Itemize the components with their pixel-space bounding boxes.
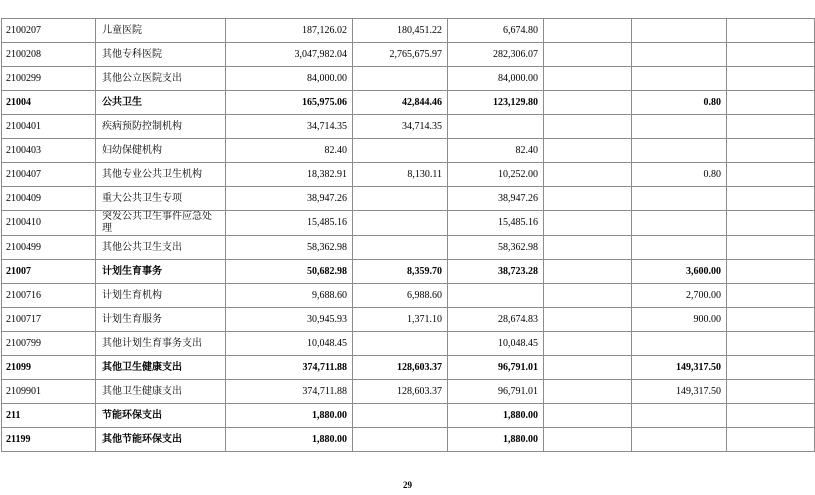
project-expenditure-cell: 6,674.80 [448,19,544,43]
project-expenditure-cell: 1,880.00 [448,428,544,452]
subject-code-cell: 211 [2,404,96,428]
table-row [2,356,815,380]
total-amount-cell: 34,714.35 [226,115,353,139]
subject-name-cell: 其他卫生健康支出 [96,356,226,380]
subject-code-cell: 2100401 [2,115,96,139]
extra-column-cell-1 [544,404,632,428]
project-expenditure-cell: 123,129.80 [448,91,544,115]
extra-column-cell-1 [544,115,632,139]
table-row [2,163,815,187]
table-row [2,308,815,332]
extra-column-cell-3 [727,67,815,91]
project-expenditure-cell: 1,880.00 [448,404,544,428]
extra-column-cell-2 [632,404,727,428]
subject-name-cell: 其他计划生育事务支出 [96,332,226,356]
extra-column-cell-3 [727,19,815,43]
subject-code-cell: 2100207 [2,19,96,43]
table-row [2,428,815,452]
extra-column-cell-1 [544,356,632,380]
subject-code-cell: 2100407 [2,163,96,187]
table-row [2,115,815,139]
table-row [2,236,815,260]
extra-column-cell-3 [727,187,815,211]
extra-column-cell-3 [727,260,815,284]
subject-code-cell: 2100208 [2,43,96,67]
total-amount-cell: 50,682.98 [226,260,353,284]
extra-column-cell-3 [727,428,815,452]
extra-column-cell-3 [727,404,815,428]
total-amount-cell: 84,000.00 [226,67,353,91]
basic-expenditure-cell: 8,130.11 [353,163,448,187]
basic-expenditure-cell [353,236,448,260]
project-expenditure-cell: 38,947.26 [448,187,544,211]
extra-column-cell-1 [544,211,632,236]
extra-column-cell-1 [544,308,632,332]
basic-expenditure-cell [353,211,448,236]
table-row [2,380,815,404]
table-row [2,187,815,211]
table-body [2,19,815,452]
budget-expenditure-table [1,18,815,452]
extra-column-cell-2 [632,211,727,236]
extra-column-cell-2: 0.80 [632,163,727,187]
subject-name-cell: 其他卫生健康支出 [96,380,226,404]
basic-expenditure-cell [353,139,448,163]
subject-code-cell: 2100299 [2,67,96,91]
subject-name-cell: 重大公共卫生专项 [96,187,226,211]
subject-code-cell: 21099 [2,356,96,380]
basic-expenditure-cell: 128,603.37 [353,356,448,380]
project-expenditure-cell: 58,362.98 [448,236,544,260]
extra-column-cell-1 [544,284,632,308]
subject-name-cell: 计划生育机构 [96,284,226,308]
subject-name-cell: 计划生育事务 [96,260,226,284]
extra-column-cell-3 [727,43,815,67]
subject-code-cell: 2100499 [2,236,96,260]
extra-column-cell-2: 2,700.00 [632,284,727,308]
basic-expenditure-cell: 180,451.22 [353,19,448,43]
basic-expenditure-cell: 42,844.46 [353,91,448,115]
project-expenditure-cell: 82.40 [448,139,544,163]
project-expenditure-cell: 15,485.16 [448,211,544,236]
total-amount-cell: 30,945.93 [226,308,353,332]
project-expenditure-cell: 84,000.00 [448,67,544,91]
extra-column-cell-1 [544,236,632,260]
extra-column-cell-3 [727,356,815,380]
table-row [2,91,815,115]
basic-expenditure-cell: 2,765,675.97 [353,43,448,67]
subject-name-cell: 计划生育服务 [96,308,226,332]
extra-column-cell-2 [632,43,727,67]
table-row [2,260,815,284]
subject-name-cell: 突发公共卫生事件应急处理 [96,211,226,236]
extra-column-cell-2 [632,139,727,163]
total-amount-cell: 165,975.06 [226,91,353,115]
total-amount-cell: 3,047,982.04 [226,43,353,67]
basic-expenditure-cell: 6,988.60 [353,284,448,308]
extra-column-cell-1 [544,43,632,67]
extra-column-cell-2 [632,67,727,91]
total-amount-cell: 187,126.02 [226,19,353,43]
table-row [2,43,815,67]
project-expenditure-cell: 38,723.28 [448,260,544,284]
extra-column-cell-3 [727,308,815,332]
subject-name-cell: 其他公共卫生支出 [96,236,226,260]
total-amount-cell: 15,485.16 [226,211,353,236]
total-amount-cell: 9,688.60 [226,284,353,308]
extra-column-cell-1 [544,91,632,115]
subject-code-cell: 2100409 [2,187,96,211]
extra-column-cell-2: 149,317.50 [632,380,727,404]
subject-code-cell: 21199 [2,428,96,452]
project-expenditure-cell [448,284,544,308]
total-amount-cell: 82.40 [226,139,353,163]
total-amount-cell: 58,362.98 [226,236,353,260]
extra-column-cell-1 [544,380,632,404]
project-expenditure-cell: 28,674.83 [448,308,544,332]
extra-column-cell-3 [727,211,815,236]
basic-expenditure-cell: 34,714.35 [353,115,448,139]
table-row [2,67,815,91]
basic-expenditure-cell [353,428,448,452]
extra-column-cell-2: 900.00 [632,308,727,332]
subject-name-cell: 其他公立医院支出 [96,67,226,91]
extra-column-cell-3 [727,163,815,187]
subject-code-cell: 21004 [2,91,96,115]
subject-name-cell: 公共卫生 [96,91,226,115]
total-amount-cell: 38,947.26 [226,187,353,211]
extra-column-cell-2 [632,187,727,211]
extra-column-cell-2 [632,115,727,139]
subject-code-cell: 2100410 [2,211,96,236]
total-amount-cell: 1,880.00 [226,428,353,452]
extra-column-cell-3 [727,91,815,115]
basic-expenditure-cell [353,67,448,91]
basic-expenditure-cell [353,404,448,428]
subject-code-cell: 2100716 [2,284,96,308]
total-amount-cell: 374,711.88 [226,380,353,404]
extra-column-cell-2 [632,428,727,452]
basic-expenditure-cell: 8,359.70 [353,260,448,284]
subject-name-cell: 儿童医院 [96,19,226,43]
basic-expenditure-cell [353,332,448,356]
total-amount-cell: 18,382.91 [226,163,353,187]
subject-code-cell: 2100717 [2,308,96,332]
project-expenditure-cell: 96,791.01 [448,380,544,404]
total-amount-cell: 374,711.88 [226,356,353,380]
extra-column-cell-1 [544,260,632,284]
extra-column-cell-2 [632,332,727,356]
subject-code-cell: 2109901 [2,380,96,404]
extra-column-cell-3 [727,115,815,139]
table-row [2,211,815,236]
extra-column-cell-3 [727,284,815,308]
extra-column-cell-2 [632,19,727,43]
extra-column-cell-1 [544,163,632,187]
project-expenditure-cell: 282,306.07 [448,43,544,67]
project-expenditure-cell: 10,048.45 [448,332,544,356]
subject-name-cell: 其他专业公共卫生机构 [96,163,226,187]
extra-column-cell-1 [544,19,632,43]
extra-column-cell-3 [727,380,815,404]
basic-expenditure-cell: 1,371.10 [353,308,448,332]
total-amount-cell: 10,048.45 [226,332,353,356]
extra-column-cell-2: 3,600.00 [632,260,727,284]
extra-column-cell-3 [727,236,815,260]
subject-name-cell: 妇幼保健机构 [96,139,226,163]
subject-name-cell: 疾病预防控制机构 [96,115,226,139]
extra-column-cell-3 [727,332,815,356]
subject-name-cell: 其他专科医院 [96,43,226,67]
table-row [2,139,815,163]
extra-column-cell-1 [544,67,632,91]
table-row [2,404,815,428]
subject-name-cell: 其他节能环保支出 [96,428,226,452]
subject-name-cell: 节能环保支出 [96,404,226,428]
subject-code-cell: 2100799 [2,332,96,356]
extra-column-cell-2: 0.80 [632,91,727,115]
subject-code-cell: 21007 [2,260,96,284]
extra-column-cell-1 [544,187,632,211]
basic-expenditure-cell: 128,603.37 [353,380,448,404]
project-expenditure-cell: 10,252.00 [448,163,544,187]
total-amount-cell: 1,880.00 [226,404,353,428]
extra-column-cell-2: 149,317.50 [632,356,727,380]
project-expenditure-cell [448,115,544,139]
page-number: 29 [403,480,412,490]
project-expenditure-cell: 96,791.01 [448,356,544,380]
extra-column-cell-2 [632,236,727,260]
table-row [2,284,815,308]
extra-column-cell-1 [544,428,632,452]
extra-column-cell-1 [544,332,632,356]
extra-column-cell-3 [727,139,815,163]
basic-expenditure-cell [353,187,448,211]
extra-column-cell-1 [544,139,632,163]
subject-code-cell: 2100403 [2,139,96,163]
table-row [2,332,815,356]
table-row [2,19,815,43]
